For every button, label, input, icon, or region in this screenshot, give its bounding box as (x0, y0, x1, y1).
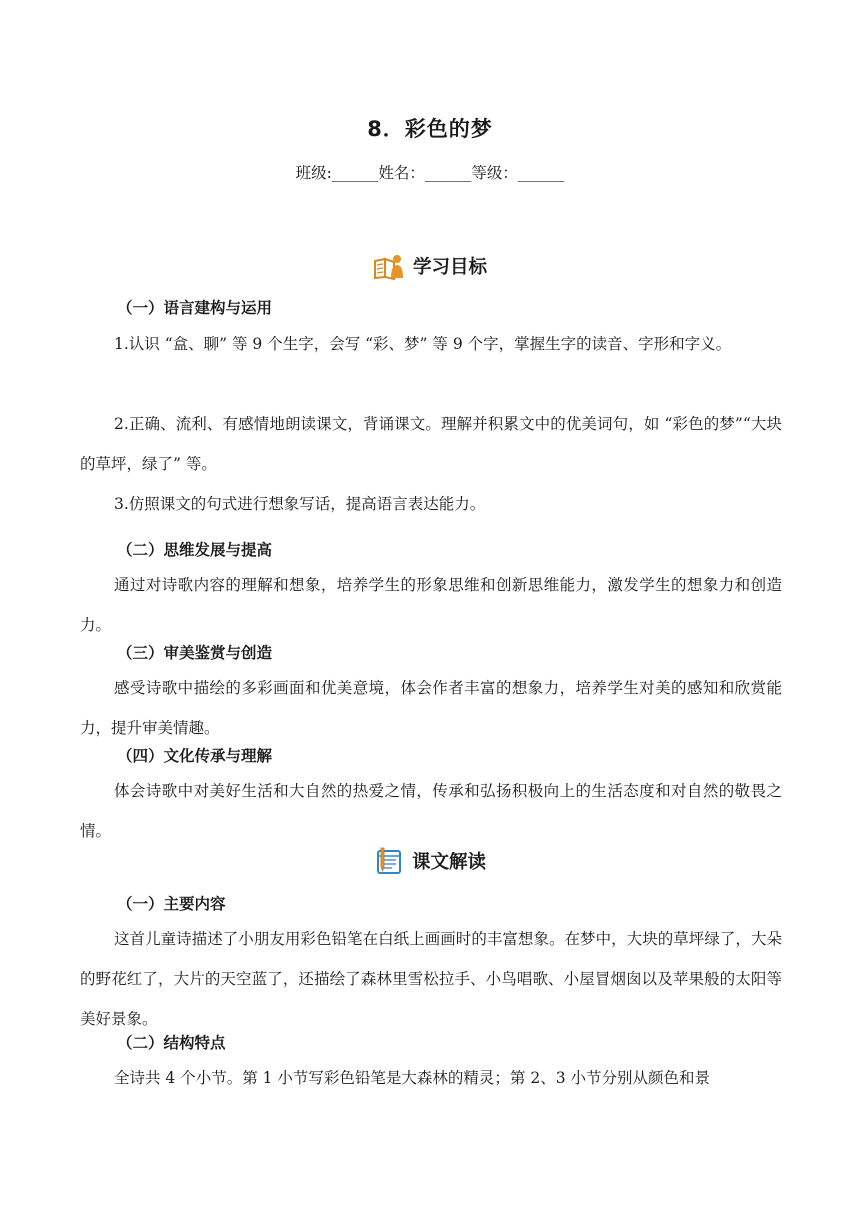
goal-item-2: 2.正确、流利、有感情地朗读课文，背诵课文。理解并积累文中的优美词句，如 “彩色的梦”“大块的草坪，绿了” 等。 (80, 415, 782, 473)
section-heading-learning-goals (0, 252, 860, 280)
paragraph-aesthetics: 感受诗歌中描绘的多彩画面和优美意境，体会作者丰富的想象力，培养学生对美的感知和欣赏能力，提升审美情趣。 (80, 679, 782, 737)
subheading-aesthetics: （三）审美鉴赏与创造 (117, 644, 273, 662)
notebook-pen-icon (374, 847, 404, 875)
paragraph-thinking: 通过对诗歌内容的理解和想象，培养学生的形象思维和创新思维能力，激发学生的想象力和创造力。 (80, 576, 782, 634)
page-title: 8．彩色的梦 (367, 117, 493, 141)
goal-item-1: 1.认识 “盒、聊” 等 9 个生字，会写 “彩、梦” 等 9 个字，掌握生字的读音、字形和字义。 (114, 335, 732, 353)
subheading-main-content: （一）主要内容 (117, 895, 226, 913)
section-heading-text-analysis (0, 847, 860, 875)
paragraph-culture: 体会诗歌中对美好生活和大自然的热爱之情，传承和弘扬积极向上的生活态度和对自然的敬畏之情。 (80, 782, 782, 840)
paragraph-structure: 全诗共 4 个小节。第 1 小节写彩色铅笔是大森林的精灵；第 2、3 小节分别从颜色和景 (114, 1069, 711, 1087)
subheading-thinking: （二）思维发展与提高 (117, 541, 273, 559)
reading-person-icon (373, 252, 405, 280)
student-info-fields: 班级:______姓名：______等级：______ (295, 164, 565, 182)
subheading-structure: （二）结构特点 (117, 1034, 226, 1052)
paragraph-main-content: 这首儿童诗描述了小朋友用彩色铅笔在白纸上画画时的丰富想象。在梦中，大块的草坪绿了，大朵的野花红了，大片的天空蓝了，还描绘了森林里雪松拉手、小鸟唱歌、小屋冒烟囱以及苹果般的太阳等美好景象。 (80, 930, 782, 1028)
goal-item-3: 3.仿照课文的句式进行想象写话，提高语言表达能力。 (114, 495, 486, 513)
subheading-culture: （四）文化传承与理解 (117, 747, 273, 765)
section-heading-label: 学习目标 (412, 257, 487, 278)
subheading-language: （一）语言建构与运用 (117, 299, 273, 317)
section-heading-label: 课文解读 (411, 852, 486, 873)
